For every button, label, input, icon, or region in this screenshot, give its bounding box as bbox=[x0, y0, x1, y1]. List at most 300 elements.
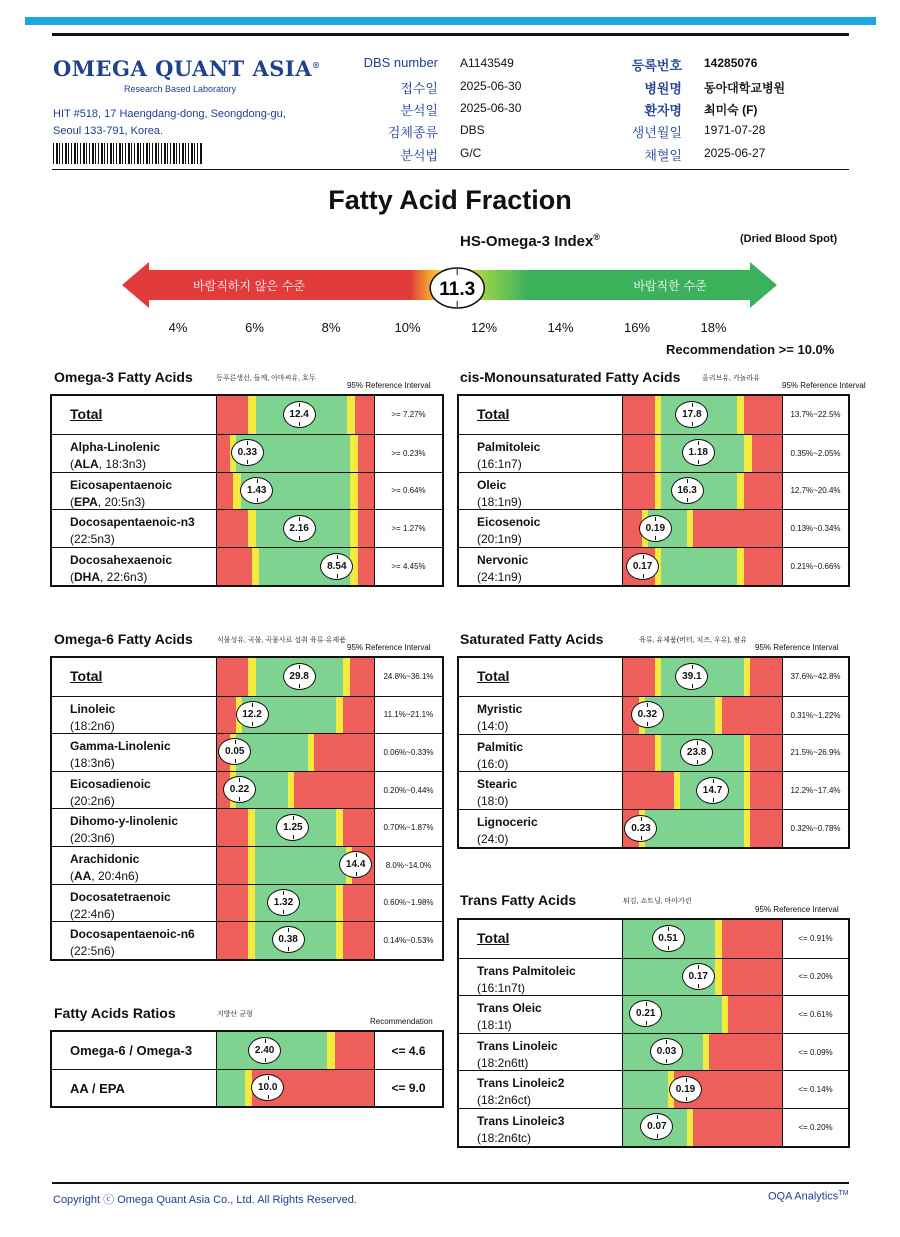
index-tick-label: 10% bbox=[394, 320, 421, 335]
header-field-label: 채혈일 bbox=[644, 148, 682, 163]
table-row bbox=[52, 1069, 442, 1106]
reference-interval: >= 0.64% bbox=[391, 486, 426, 496]
table-row bbox=[52, 658, 442, 696]
level-band bbox=[623, 473, 655, 510]
acid-formula: (24:1n9) bbox=[477, 570, 522, 585]
level-band bbox=[358, 473, 374, 510]
section-subtitle: 튀김, 쇼트닝, 마아가린 bbox=[623, 898, 692, 905]
value-marker: 2.16 bbox=[283, 515, 316, 542]
acid-name-cell bbox=[459, 548, 623, 585]
acid-formula: (18:0) bbox=[477, 794, 509, 809]
level-band bbox=[217, 809, 248, 846]
value-marker: 39.1 bbox=[675, 663, 708, 690]
level-bar bbox=[623, 510, 783, 547]
header-field-value: 2025-06-27 bbox=[704, 146, 766, 160]
level-band bbox=[661, 548, 737, 585]
acid-formula: (20:3n6) bbox=[70, 831, 115, 846]
level-band bbox=[744, 435, 752, 472]
acid-name-cell bbox=[52, 697, 217, 734]
acid-abbrev: AA bbox=[74, 869, 92, 883]
acid-name-cell bbox=[52, 473, 217, 510]
table-row bbox=[459, 434, 848, 472]
value-marker: 0.19 bbox=[669, 1076, 702, 1103]
reference-interval: 12.7%~20.4% bbox=[790, 486, 841, 496]
level-band bbox=[709, 1034, 782, 1071]
header-field-label: 병원명 bbox=[644, 81, 682, 96]
omega3-table bbox=[50, 394, 444, 587]
acid-name-cell bbox=[459, 697, 623, 734]
level-band bbox=[623, 772, 674, 809]
acid-name: Docosapentaenoic-n3 bbox=[70, 515, 195, 530]
level-band bbox=[744, 396, 782, 434]
acid-name: Gamma-Linolenic bbox=[70, 739, 171, 754]
acid-name-cell bbox=[459, 658, 623, 696]
level-band bbox=[343, 658, 351, 696]
acid-name: Trans Linoleic3 bbox=[477, 1114, 565, 1128]
value-marker: 0.22 bbox=[223, 776, 256, 803]
acid-name: Trans Palmitoleic bbox=[477, 963, 576, 978]
saturated-table bbox=[457, 656, 850, 849]
reference-interval: 0.14%~0.53% bbox=[383, 935, 434, 945]
barcode bbox=[53, 143, 202, 164]
reference-interval: 11.1%~21.1% bbox=[383, 710, 434, 720]
reference-interval: 0.31%~1.22% bbox=[790, 710, 841, 720]
level-band bbox=[750, 735, 782, 772]
table-row bbox=[52, 733, 442, 771]
reference-interval-header: 95% Reference Interval bbox=[347, 643, 431, 652]
acid-formula: (16:0) bbox=[477, 756, 509, 771]
formula-paren: ) bbox=[143, 570, 148, 585]
acid-formula bbox=[70, 868, 216, 885]
level-band bbox=[217, 1070, 245, 1106]
index-title: HS-Omega-3 Index® bbox=[460, 232, 601, 250]
top-accent-bar bbox=[25, 17, 876, 25]
acid-formula: (20:1n9) bbox=[477, 532, 522, 547]
acid-name-cell bbox=[459, 510, 623, 547]
acid-name-cell bbox=[459, 1109, 623, 1146]
reference-interval: 0.13%~0.34% bbox=[790, 524, 841, 534]
table-row bbox=[459, 734, 848, 772]
table-row bbox=[52, 547, 442, 585]
reference-interval: <= 0.91% bbox=[798, 934, 833, 944]
acid-name: Eicosapentaenoic bbox=[70, 477, 173, 492]
level-band bbox=[358, 510, 374, 547]
section-title: Trans Fatty Acids bbox=[460, 892, 577, 908]
formula-paren: ( bbox=[70, 494, 74, 509]
table-row bbox=[459, 920, 848, 958]
table-row bbox=[52, 771, 442, 809]
level-bar bbox=[217, 772, 375, 809]
level-band bbox=[343, 922, 374, 959]
acid-name-cell bbox=[459, 735, 623, 772]
table-row bbox=[459, 1033, 848, 1071]
acid-name: Stearic bbox=[477, 777, 518, 792]
acid-name-cell bbox=[52, 772, 217, 809]
header-field-label: 등록번호 bbox=[631, 58, 682, 73]
value-marker: 0.19 bbox=[639, 515, 672, 542]
acid-abbrev: EPA bbox=[74, 494, 98, 509]
value-marker: 0.33 bbox=[231, 439, 264, 466]
acid-formula: (14:0) bbox=[477, 718, 509, 733]
index-tick-label: 14% bbox=[547, 320, 574, 335]
acid-name-cell bbox=[459, 996, 623, 1033]
acid-notation: , 18:3n3 bbox=[98, 456, 143, 471]
table-row bbox=[459, 809, 848, 847]
header-rule-bottom bbox=[52, 169, 849, 170]
level-band bbox=[217, 658, 248, 696]
acid-name: Total bbox=[477, 406, 510, 422]
table-row bbox=[459, 547, 848, 585]
level-bar bbox=[623, 772, 783, 809]
header-field-value: 14285076 bbox=[704, 56, 758, 70]
formula-paren: ) bbox=[134, 869, 139, 883]
acid-name: Linoleic bbox=[70, 701, 116, 716]
acid-name: Trans Linoleic bbox=[477, 1038, 558, 1053]
level-band bbox=[623, 658, 655, 696]
acid-name-cell bbox=[459, 772, 623, 809]
table-row bbox=[459, 396, 848, 434]
acid-formula: (16:1n7t) bbox=[477, 980, 526, 995]
value-marker: 16.3 bbox=[671, 477, 704, 504]
section-title: Omega-6 Fatty Acids bbox=[54, 631, 193, 647]
acid-name: Total bbox=[70, 406, 103, 422]
level-band bbox=[347, 396, 355, 434]
table-row bbox=[52, 396, 442, 434]
header-field-label: 분석법 bbox=[400, 148, 438, 163]
table-row bbox=[52, 434, 442, 472]
level-band bbox=[623, 735, 655, 772]
acid-name-cell bbox=[459, 810, 623, 847]
value-marker: 12.4 bbox=[283, 401, 316, 428]
table-row bbox=[459, 658, 848, 696]
formula-paren: ( bbox=[70, 570, 74, 585]
value-marker: 10.0 bbox=[251, 1074, 284, 1101]
index-tick-label: 4% bbox=[168, 320, 188, 335]
level-band bbox=[327, 1032, 335, 1069]
reference-interval: <= 0.20% bbox=[798, 1122, 833, 1132]
reference-interval: 0.70%~1.87% bbox=[383, 823, 434, 833]
page-title: Fatty Acid Fraction bbox=[328, 185, 572, 215]
value-marker: 29.8 bbox=[283, 663, 316, 690]
acid-name: Palmitic bbox=[477, 739, 524, 754]
level-bar bbox=[623, 658, 783, 696]
level-bar bbox=[623, 548, 783, 585]
copyright-text: Copyright ⓒ Omega Quant Asia Co., Ltd. All Rights Reserved. bbox=[53, 1194, 357, 1206]
index-tick-label: 12% bbox=[470, 320, 498, 335]
table-row bbox=[459, 509, 848, 547]
value-marker: 0.32 bbox=[631, 701, 664, 728]
index-value: 11.3 bbox=[439, 279, 476, 300]
value-marker: 14.7 bbox=[696, 777, 729, 804]
value-marker: 2.40 bbox=[248, 1037, 281, 1064]
value-marker: 1.43 bbox=[240, 477, 273, 504]
level-band bbox=[750, 772, 782, 809]
table-row bbox=[459, 995, 848, 1033]
acid-formula: (18:2n6) bbox=[70, 718, 115, 733]
table-row bbox=[459, 771, 848, 809]
reference-interval: >= 1.27% bbox=[391, 524, 426, 534]
level-bar bbox=[623, 996, 783, 1033]
level-band bbox=[343, 885, 374, 922]
formula-paren: ) bbox=[142, 456, 147, 471]
level-bar bbox=[217, 1070, 375, 1106]
header-rule-top bbox=[52, 33, 849, 36]
reference-interval: <= 9.0 bbox=[391, 1081, 426, 1095]
value-marker: 0.21 bbox=[629, 1000, 662, 1027]
index-tick-label: 6% bbox=[245, 320, 264, 335]
level-band bbox=[248, 396, 256, 434]
level-band bbox=[750, 658, 782, 696]
value-marker: 0.17 bbox=[682, 963, 715, 990]
value-marker: 12.2 bbox=[236, 701, 269, 728]
header-field-label: 생년월일 bbox=[631, 125, 682, 140]
formula-paren: ( bbox=[70, 456, 74, 471]
index-marker bbox=[430, 268, 484, 308]
reference-interval: 0.32%~0.78% bbox=[790, 824, 841, 834]
acid-formula bbox=[70, 456, 216, 473]
good-level-label: 바람직한 수준 bbox=[633, 279, 707, 293]
acid-name: Total bbox=[477, 668, 510, 684]
level-bar bbox=[217, 809, 375, 846]
table-row bbox=[52, 846, 442, 884]
header-field-value: G/C bbox=[460, 146, 482, 160]
value-marker: 1.32 bbox=[267, 889, 300, 916]
level-bar bbox=[217, 922, 375, 959]
acid-notation: , 20:4n6 bbox=[91, 869, 135, 883]
level-band bbox=[217, 847, 248, 884]
acid-name: Arachidonic bbox=[70, 852, 140, 866]
level-bar bbox=[217, 435, 375, 472]
reference-interval: 0.20%~0.44% bbox=[383, 785, 434, 795]
acid-name-cell bbox=[52, 1032, 217, 1069]
acid-name-cell bbox=[52, 922, 217, 959]
header-field-value: 2025-06-30 bbox=[460, 79, 522, 93]
level-band bbox=[217, 885, 248, 922]
acid-name-cell bbox=[52, 734, 217, 771]
header-field-value: 최미숙 (F) bbox=[704, 103, 758, 117]
level-bar bbox=[623, 959, 783, 996]
acid-name-cell bbox=[459, 1034, 623, 1071]
reference-interval: 12.2%~17.4% bbox=[790, 786, 841, 796]
header-field-value: 동아대학교병원 bbox=[704, 81, 786, 95]
acid-formula: (22:5n6) bbox=[70, 944, 115, 959]
table-row bbox=[52, 808, 442, 846]
level-band bbox=[355, 396, 374, 434]
header-field-label: 환자명 bbox=[644, 103, 682, 118]
level-band bbox=[248, 658, 256, 696]
acid-formula: (18:2n6tc) bbox=[477, 1131, 532, 1145]
level-band bbox=[217, 922, 248, 959]
reference-interval: <= 0.14% bbox=[798, 1085, 833, 1095]
company-logo: OMEGA QUANT ASIA® bbox=[53, 56, 321, 81]
reference-interval: 0.35%~2.05% bbox=[790, 448, 841, 458]
table-row bbox=[52, 921, 442, 959]
level-bar bbox=[623, 920, 783, 958]
index-tick-label: 8% bbox=[321, 320, 341, 335]
level-band bbox=[744, 473, 782, 510]
acid-name-cell bbox=[52, 1070, 217, 1106]
header-field-label: 접수일 bbox=[400, 81, 438, 96]
acid-name-cell bbox=[52, 510, 217, 547]
acid-name-cell bbox=[459, 920, 623, 958]
reference-interval: <= 0.09% bbox=[798, 1047, 833, 1057]
level-band bbox=[314, 734, 374, 771]
table-row bbox=[52, 1032, 442, 1069]
acid-abbrev: ALA bbox=[74, 456, 99, 471]
value-marker: 8.54 bbox=[320, 553, 353, 580]
index-recommendation: Recommendation >= 10.0% bbox=[666, 342, 835, 357]
level-band bbox=[217, 435, 230, 472]
level-band bbox=[722, 959, 782, 996]
footer-rule bbox=[52, 1182, 849, 1184]
ratios-table bbox=[50, 1030, 444, 1108]
level-band bbox=[217, 396, 248, 434]
acid-name-cell bbox=[459, 1071, 623, 1108]
level-band bbox=[248, 510, 256, 547]
level-band bbox=[752, 435, 782, 472]
acid-name: Trans Linoleic2 bbox=[477, 1076, 565, 1091]
header-field-label: 검체종류 bbox=[387, 125, 438, 140]
level-bar bbox=[623, 396, 783, 434]
acid-name: Nervonic bbox=[477, 553, 529, 568]
table-row bbox=[459, 958, 848, 996]
table-row bbox=[459, 1070, 848, 1108]
table-row bbox=[459, 696, 848, 734]
reference-interval: 8.0%~14.0% bbox=[385, 860, 432, 870]
acid-formula: (24:0) bbox=[477, 832, 509, 847]
trans-table bbox=[457, 918, 850, 1148]
level-band bbox=[623, 1071, 668, 1108]
level-band bbox=[728, 996, 782, 1033]
acid-name: Lignoceric bbox=[477, 815, 538, 830]
acid-formula: (22:5n3) bbox=[70, 532, 115, 547]
section-title: Omega-3 Fatty Acids bbox=[54, 369, 193, 385]
level-band bbox=[358, 435, 374, 472]
omega6-table bbox=[50, 656, 444, 961]
value-marker: 0.05 bbox=[218, 738, 251, 765]
header-field-value: A1143549 bbox=[460, 56, 514, 70]
level-bar bbox=[217, 658, 375, 696]
acid-notation: , 20:5n3 bbox=[97, 494, 142, 509]
acid-formula: (18:1t) bbox=[477, 1018, 512, 1033]
table-row bbox=[459, 472, 848, 510]
value-marker: 0.23 bbox=[624, 815, 657, 842]
header-field-label: DBS number bbox=[363, 55, 438, 70]
level-band bbox=[294, 772, 374, 809]
reference-interval: >= 7.27% bbox=[391, 410, 426, 420]
value-marker: 0.17 bbox=[626, 553, 659, 580]
acid-name: Eicosadienoic bbox=[70, 776, 151, 791]
acid-formula: (18:2n6tt) bbox=[477, 1055, 529, 1070]
acid-formula: (22:4n6) bbox=[70, 906, 115, 921]
acid-notation: , 22:6n3 bbox=[100, 570, 144, 585]
acid-formula bbox=[70, 569, 216, 586]
value-marker: 1.25 bbox=[276, 814, 309, 841]
level-band bbox=[623, 435, 655, 472]
acid-name: Total bbox=[477, 930, 510, 946]
section-subtitle: 지방산 균형 bbox=[217, 1011, 253, 1018]
level-band bbox=[343, 809, 374, 846]
header-field-label: 분석일 bbox=[400, 103, 438, 118]
acid-name: Total bbox=[70, 668, 103, 684]
level-band bbox=[693, 510, 782, 547]
section-title: Fatty Acids Ratios bbox=[54, 1005, 176, 1021]
table-row bbox=[52, 472, 442, 510]
acid-name: Myristic bbox=[477, 701, 523, 716]
acid-name-cell bbox=[52, 435, 217, 472]
acid-name: AA / EPA bbox=[70, 1081, 125, 1096]
acid-name: Eicosenoic bbox=[477, 515, 541, 530]
acid-name: Oleic bbox=[477, 477, 507, 492]
reference-interval: 13.7%~22.5% bbox=[790, 410, 841, 420]
level-bar bbox=[217, 734, 375, 771]
value-marker: 14.4 bbox=[339, 851, 372, 878]
level-band bbox=[750, 810, 782, 847]
level-bar bbox=[217, 1032, 375, 1069]
reference-interval-header: 95% Reference Interval bbox=[782, 381, 866, 390]
table-row bbox=[52, 509, 442, 547]
reference-interval: 0.60%~1.98% bbox=[383, 898, 434, 908]
value-marker: 23.8 bbox=[680, 739, 713, 766]
level-band bbox=[217, 697, 236, 734]
reference-interval-header: 95% Reference Interval bbox=[755, 643, 839, 652]
section-title: cis-Monounsaturated Fatty Acids bbox=[460, 369, 681, 385]
acid-name: Trans Oleic bbox=[477, 1001, 542, 1016]
level-band bbox=[693, 1109, 782, 1146]
level-bar bbox=[623, 473, 783, 510]
level-band bbox=[645, 810, 744, 847]
value-marker: 17.8 bbox=[675, 401, 708, 428]
header-field-value: DBS bbox=[460, 123, 485, 137]
level-band bbox=[255, 847, 346, 884]
level-bar bbox=[623, 697, 783, 734]
acid-name-cell bbox=[52, 658, 217, 696]
value-marker: 0.03 bbox=[650, 1038, 683, 1065]
acid-name: Docosapentaenoic-n6 bbox=[70, 927, 195, 942]
level-bar bbox=[217, 847, 375, 884]
level-bar bbox=[217, 697, 375, 734]
level-band bbox=[217, 548, 252, 585]
logo-tagline: Research Based Laboratory bbox=[124, 84, 237, 94]
formula-paren: ( bbox=[70, 869, 74, 883]
reference-interval: 21.5%~26.9% bbox=[790, 748, 841, 758]
level-bar bbox=[217, 548, 375, 585]
acid-name: Dihomo-y-linolenic bbox=[70, 814, 178, 829]
company-address: HIT #518, 17 Haengdang-dong, Seongdong-gu, Seoul 133-791, Korea. bbox=[53, 108, 286, 137]
level-band bbox=[217, 510, 248, 547]
level-band bbox=[350, 658, 374, 696]
level-band bbox=[217, 473, 233, 510]
level-bar bbox=[217, 396, 375, 434]
level-bar bbox=[623, 1071, 783, 1108]
acid-name: Docosahexaenoic bbox=[70, 553, 173, 568]
acid-name: Docosatetraenoic bbox=[70, 889, 171, 904]
value-marker: 0.51 bbox=[652, 925, 685, 952]
level-bar bbox=[623, 810, 783, 847]
header-field-value: 2025-06-30 bbox=[460, 101, 522, 115]
reference-interval: >= 0.23% bbox=[391, 448, 426, 458]
level-bar bbox=[217, 473, 375, 510]
index-tick-label: 18% bbox=[700, 320, 727, 335]
level-band bbox=[358, 548, 374, 585]
level-bar bbox=[623, 735, 783, 772]
level-band bbox=[350, 435, 358, 472]
value-marker: 0.07 bbox=[640, 1113, 673, 1140]
bad-level-label: 바람직하지 않은 수준 bbox=[193, 279, 305, 293]
acid-name-cell bbox=[459, 435, 623, 472]
acid-formula: (20:2n6) bbox=[70, 793, 115, 808]
index-tick-label: 16% bbox=[623, 320, 651, 335]
